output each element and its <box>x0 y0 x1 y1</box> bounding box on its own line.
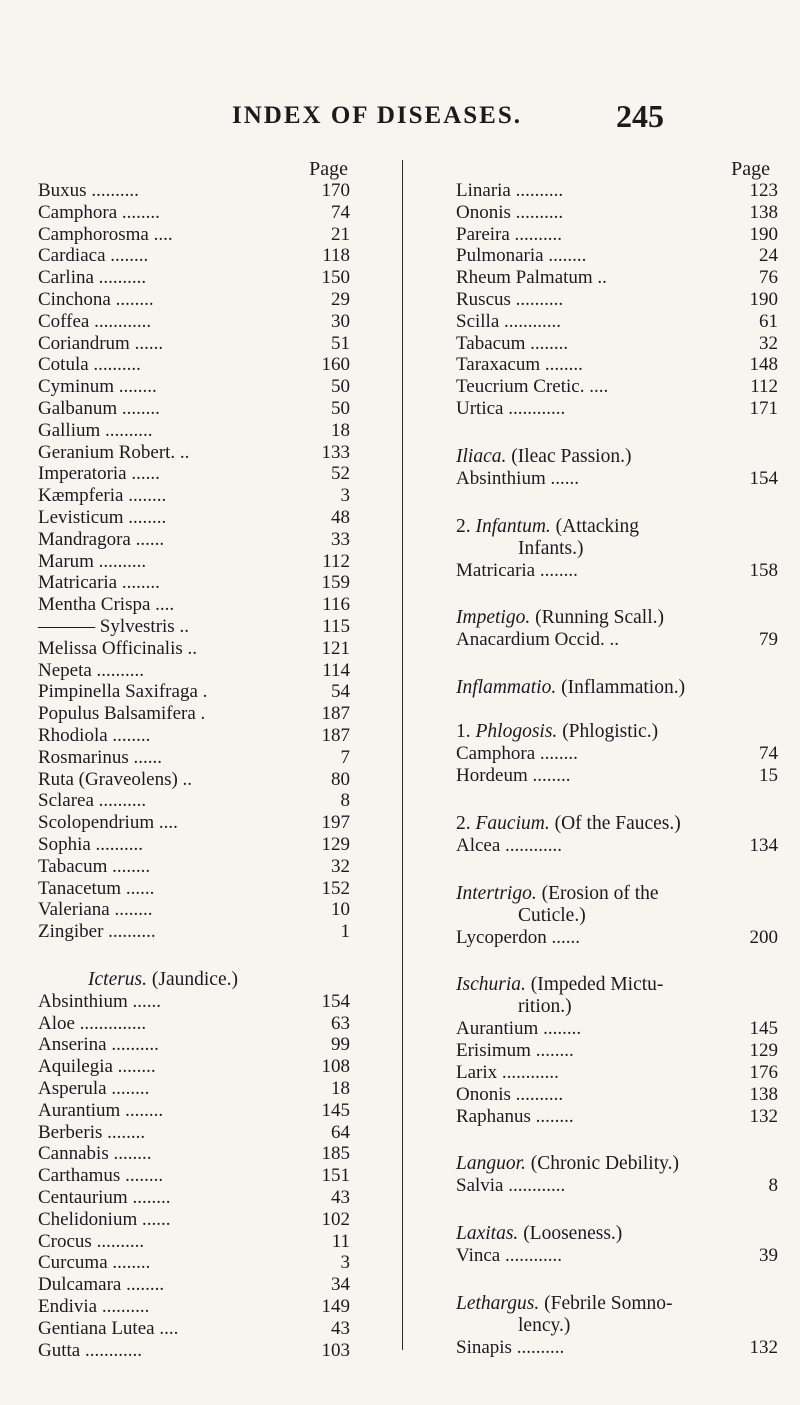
entry-page: 74 <box>331 201 350 223</box>
entry-page: 132 <box>749 1336 778 1358</box>
entry-name: Pimpinella Saxifraga . <box>38 681 208 703</box>
index-entry <box>38 529 356 551</box>
section-latin: Laxitas. <box>456 1223 519 1245</box>
section-english: (Erosion of the <box>541 882 659 904</box>
entry-page: 43 <box>331 1317 350 1339</box>
entry-page: 159 <box>321 572 350 594</box>
entry-name: ——— Sylvestris .. <box>38 615 189 637</box>
entry-page: 158 <box>749 559 778 581</box>
section-latin: Phlogosis. <box>475 721 558 743</box>
section-heading <box>456 1293 778 1337</box>
entry-page: 8 <box>340 790 350 812</box>
index-entry <box>38 398 356 420</box>
entry-page: 3 <box>340 1252 350 1274</box>
entry-name: Kæmpferia ........ <box>38 485 167 507</box>
index-entry <box>38 1252 356 1274</box>
section-number: 1. <box>456 721 471 743</box>
entry-page: 50 <box>331 397 350 419</box>
entry-page: 34 <box>331 1274 350 1296</box>
entry-page: 148 <box>749 354 778 376</box>
index-entry <box>38 899 356 921</box>
section-heading <box>456 721 778 743</box>
index-entry <box>38 1187 356 1209</box>
index-entry <box>38 660 356 682</box>
entry-name: Anserina .......... <box>38 1034 159 1056</box>
entry-name: Taraxacum ........ <box>456 354 583 376</box>
entry-page: 61 <box>759 310 778 332</box>
entry-name: Endivia .......... <box>38 1296 150 1318</box>
section-english: (Inflammation.) <box>561 677 686 699</box>
entry-name: Aquilegia ........ <box>38 1056 156 1078</box>
index-entry <box>38 333 356 355</box>
entry-name: Cyminum ........ <box>38 376 157 398</box>
section-english: (Looseness.) <box>523 1223 623 1245</box>
entry-name: Camphora ........ <box>38 201 160 223</box>
section-english: (Ileac Passion.) <box>511 445 632 467</box>
entry-name: Rheum Palmatum .. <box>456 267 607 289</box>
entry-name: Teucrium Cretic. .... <box>456 376 609 398</box>
index-entry <box>456 289 778 311</box>
entry-page: 187 <box>321 724 350 746</box>
index-entry <box>456 1062 778 1084</box>
entry-name: Sinapis .......... <box>456 1336 565 1358</box>
entry-page: 154 <box>749 467 778 489</box>
index-entry <box>38 1165 356 1187</box>
entry-name: Ononis .......... <box>456 201 564 223</box>
index-entry <box>38 1340 356 1362</box>
entry-name: Anacardium Occid. .. <box>456 629 620 651</box>
entry-page: 112 <box>322 550 350 572</box>
index-entry <box>38 376 356 398</box>
spacer <box>456 857 778 883</box>
entry-page: 150 <box>321 267 350 289</box>
entry-page: 123 <box>749 180 778 201</box>
entry-page: 121 <box>321 637 350 659</box>
entry-name: Centaurium ........ <box>38 1187 171 1209</box>
index-entry <box>38 311 356 333</box>
section-latin: Inflammatio. <box>456 677 557 699</box>
entry-name: Larix ............ <box>456 1061 559 1083</box>
entry-name: Mentha Crispa .... <box>38 594 175 616</box>
entry-name: Geranium Robert. .. <box>38 441 190 463</box>
entry-page: 52 <box>331 463 350 485</box>
entry-name: Aurantium ........ <box>38 1099 164 1121</box>
section-english: (Phlogistic.) <box>562 721 659 743</box>
section-heading <box>456 607 778 629</box>
entry-name: Aurantium ........ <box>456 1018 582 1040</box>
spacer <box>456 787 778 813</box>
entry-name: Matricaria ........ <box>38 572 160 594</box>
section-heading <box>456 1153 778 1175</box>
index-entry <box>38 224 356 246</box>
entry-name: Cardiaca ........ <box>38 245 149 267</box>
entry-page: 51 <box>331 332 350 354</box>
index-entry <box>456 927 778 949</box>
entry-page: 48 <box>331 506 350 528</box>
entry-page: 50 <box>331 376 350 398</box>
entry-page: 171 <box>749 397 778 419</box>
index-entry <box>38 572 356 594</box>
index-entry <box>456 629 778 651</box>
entry-page: 187 <box>321 703 350 725</box>
entry-page: 129 <box>321 833 350 855</box>
entry-name: Gentiana Lutea .... <box>38 1317 179 1339</box>
index-entry <box>38 180 356 202</box>
entry-page: 176 <box>749 1061 778 1083</box>
entry-page: 11 <box>331 1230 350 1252</box>
entry-name: Ruscus .......... <box>456 288 564 310</box>
entry-name: Tabacum ........ <box>38 855 151 877</box>
section-english: (Attacking <box>555 515 640 537</box>
entry-name: Coffea ............ <box>38 310 152 332</box>
entry-page: 170 <box>321 180 350 201</box>
section-english-cont: lency.) <box>518 1314 571 1336</box>
entry-page: 116 <box>322 594 350 616</box>
running-title: INDEX OF DISEASES. <box>232 102 523 129</box>
entry-name: Raphanus ........ <box>456 1105 574 1127</box>
index-entry <box>38 790 356 812</box>
index-entry <box>38 1274 356 1296</box>
entry-name: Scolopendrium .... <box>38 812 178 834</box>
index-entry <box>456 1337 778 1359</box>
index-entry <box>456 224 778 246</box>
entry-name: Nepeta .......... <box>38 659 145 681</box>
index-entry <box>456 1084 778 1106</box>
entry-name: Ruta (Graveolens) .. <box>38 768 193 790</box>
section-english: (Chronic Debility.) <box>530 1153 679 1175</box>
entry-page: 80 <box>331 768 350 790</box>
section-number: 2. <box>456 812 471 834</box>
entry-name: Crocus .......... <box>38 1230 145 1252</box>
index-entry <box>38 267 356 289</box>
index-entry <box>456 202 778 224</box>
section-latin: Ischuria. <box>456 974 526 996</box>
index-entry <box>38 616 356 638</box>
entry-page: 54 <box>331 681 350 703</box>
index-entry <box>38 507 356 529</box>
entry-name: Camphorosma .... <box>38 223 173 245</box>
entry-page: 134 <box>749 834 778 856</box>
entry-page: 18 <box>331 419 350 441</box>
index-entry <box>38 991 356 1013</box>
index-entry <box>38 812 356 834</box>
entry-name: Berberis ........ <box>38 1121 146 1143</box>
entry-name: Asperula ........ <box>38 1078 150 1100</box>
spacer <box>456 490 778 516</box>
index-entry <box>456 376 778 398</box>
entry-page: 64 <box>331 1121 350 1143</box>
entry-name: Dulcamara ........ <box>38 1274 165 1296</box>
entry-page: 10 <box>331 899 350 921</box>
entry-page: 154 <box>321 990 350 1012</box>
entry-page: 138 <box>749 201 778 223</box>
entry-name: Rosmarinus ...... <box>38 746 163 768</box>
section-english: (Running Scall.) <box>535 607 664 629</box>
entry-name: Gallium .......... <box>38 419 153 441</box>
entry-name: Buxus .......... <box>38 180 139 201</box>
entry-page: 190 <box>749 223 778 245</box>
entry-page: 99 <box>331 1034 350 1056</box>
index-entry <box>38 485 356 507</box>
index-entry <box>38 834 356 856</box>
section-heading <box>456 516 778 560</box>
section-latin: Languor. <box>456 1153 526 1175</box>
section-latin: Intertrigo. <box>456 882 537 904</box>
entry-name: Levisticum ........ <box>38 506 167 528</box>
entry-page: 43 <box>331 1187 350 1209</box>
entry-page: 8 <box>768 1175 778 1197</box>
entry-page: 114 <box>322 659 350 681</box>
entry-name: Carthamus ........ <box>38 1165 164 1187</box>
section-heading <box>456 446 778 468</box>
entry-page: 133 <box>321 441 350 463</box>
index-entry <box>38 681 356 703</box>
index-entry <box>38 551 356 573</box>
entry-page: 18 <box>331 1078 350 1100</box>
section-latin: Faucium. <box>475 812 550 834</box>
entry-page: 63 <box>331 1012 350 1034</box>
index-entry <box>456 743 778 765</box>
index-entry <box>456 1245 778 1267</box>
spacer <box>456 1197 778 1223</box>
index-entry <box>38 747 356 769</box>
entry-page: 29 <box>331 288 350 310</box>
index-entry <box>38 1100 356 1122</box>
section-heading <box>456 1223 778 1245</box>
entry-name: Absinthium ...... <box>38 990 161 1012</box>
section-number: 2. <box>456 515 471 537</box>
entry-name: Cinchona ........ <box>38 288 154 310</box>
entry-name: Lycoperdon ...... <box>456 926 581 948</box>
right-column <box>456 158 778 1359</box>
entry-name: Vinca ............ <box>456 1245 562 1267</box>
entry-page: 115 <box>322 615 350 637</box>
entry-page: 102 <box>321 1208 350 1230</box>
page-column-label: Page <box>731 158 770 180</box>
entry-name: Sclarea .......... <box>38 790 147 812</box>
entry-name: Cotula .......... <box>38 354 141 376</box>
index-entry <box>38 1056 356 1078</box>
entry-page: 132 <box>749 1105 778 1127</box>
index-entry <box>456 1040 778 1062</box>
left-column <box>38 158 356 1361</box>
entry-page: 149 <box>321 1296 350 1318</box>
index-entry <box>38 442 356 464</box>
entry-page: 160 <box>321 354 350 376</box>
section-english-cont: Infants.) <box>518 537 584 559</box>
entry-name: Linaria .......... <box>456 180 564 201</box>
index-entry <box>456 765 778 787</box>
entry-page: 190 <box>749 288 778 310</box>
entry-page: 7 <box>340 746 350 768</box>
entry-name: Pulmonaria ........ <box>456 245 587 267</box>
entry-page: 15 <box>759 764 778 786</box>
section-heading <box>38 969 356 991</box>
entry-name: Pareira .......... <box>456 223 563 245</box>
entry-page: 200 <box>749 926 778 948</box>
entry-name: Matricaria ........ <box>456 559 578 581</box>
entry-page: 103 <box>321 1339 350 1361</box>
index-entry <box>456 311 778 333</box>
entry-page: 197 <box>321 812 350 834</box>
index-entry <box>456 333 778 355</box>
entry-page: 138 <box>749 1083 778 1105</box>
index-entry <box>38 354 356 376</box>
index-entry <box>38 463 356 485</box>
entry-page: 39 <box>759 1245 778 1267</box>
entry-page: 3 <box>340 485 350 507</box>
index-entry <box>38 289 356 311</box>
entry-page: 79 <box>759 629 778 651</box>
section-heading <box>456 883 778 927</box>
entry-page: 145 <box>321 1099 350 1121</box>
entry-name: Cannabis ........ <box>38 1143 152 1165</box>
entry-page: 30 <box>331 310 350 332</box>
entry-name: Coriandrum ...... <box>38 332 164 354</box>
spacer <box>38 943 356 969</box>
entry-page: 21 <box>331 223 350 245</box>
section-heading <box>456 677 778 699</box>
section-english-cont: Cuticle.) <box>518 904 586 926</box>
page-header <box>0 98 800 138</box>
index-entry <box>38 1143 356 1165</box>
section-latin: Icterus. <box>88 968 148 990</box>
spacer <box>456 420 778 446</box>
entry-page: 76 <box>759 267 778 289</box>
index-entry <box>456 245 778 267</box>
entry-page: 108 <box>321 1056 350 1078</box>
index-entry <box>38 703 356 725</box>
entry-name: Erisimum ........ <box>456 1040 574 1062</box>
index-entry <box>38 921 356 943</box>
index-entry <box>456 560 778 582</box>
index-entry <box>456 1106 778 1128</box>
index-entry <box>38 856 356 878</box>
entry-name: Alcea ............ <box>456 834 563 856</box>
spacer <box>456 948 778 974</box>
spacer <box>456 1267 778 1293</box>
index-entry <box>38 202 356 224</box>
entry-name: Sophia .......... <box>38 833 144 855</box>
entry-page: 33 <box>331 528 350 550</box>
section-heading <box>456 813 778 835</box>
section-latin: Iliaca. <box>456 445 507 467</box>
entry-name: Salvia ............ <box>456 1175 566 1197</box>
spacer <box>456 1127 778 1153</box>
entry-page: 185 <box>321 1143 350 1165</box>
index-entry <box>38 1209 356 1231</box>
section-english-cont: rition.) <box>518 996 572 1018</box>
index-entry <box>38 1078 356 1100</box>
column-divider <box>402 160 403 1350</box>
entry-page: 151 <box>321 1165 350 1187</box>
entry-page: 24 <box>759 245 778 267</box>
entry-name: Absinthium ...... <box>456 467 579 489</box>
entry-name: Gutta ............ <box>38 1339 142 1361</box>
index-entry <box>38 769 356 791</box>
entry-name: Aloe .............. <box>38 1012 147 1034</box>
index-entry <box>38 1296 356 1318</box>
entry-page: 32 <box>331 855 350 877</box>
index-entry <box>38 1318 356 1340</box>
index-entry <box>38 1013 356 1035</box>
section-english: (Impeded Mictu- <box>530 974 664 996</box>
entry-name: Scilla ............ <box>456 310 562 332</box>
entry-name: Marum .......... <box>38 550 147 572</box>
entry-name: Urtica ............ <box>456 397 566 419</box>
section-english: (Febrile Somno- <box>544 1292 673 1314</box>
entry-name: Valeriana ........ <box>38 899 153 921</box>
entry-page: 152 <box>321 877 350 899</box>
index-entry <box>456 180 778 202</box>
index-entry <box>456 354 778 376</box>
spacer <box>456 581 778 607</box>
section-latin: Impetigo. <box>456 607 531 629</box>
index-entry <box>38 594 356 616</box>
entry-name: Rhodiola ........ <box>38 724 151 746</box>
section-heading <box>456 974 778 1018</box>
entry-name: Tanacetum ...... <box>38 877 155 899</box>
spacer <box>456 651 778 677</box>
index-entry <box>38 1034 356 1056</box>
index-entry <box>456 835 778 857</box>
entry-name: Mandragora ...... <box>38 528 165 550</box>
entry-name: Zingiber .......... <box>38 921 156 943</box>
entry-page: 129 <box>749 1040 778 1062</box>
section-english: (Jaundice.) <box>151 968 238 990</box>
entry-page: 145 <box>749 1018 778 1040</box>
section-latin: Infantum. <box>475 515 551 537</box>
index-entry <box>38 878 356 900</box>
entry-name: Tabacum ........ <box>456 332 569 354</box>
index-entry <box>38 1122 356 1144</box>
entry-name: Melissa Officinalis .. <box>38 637 198 659</box>
entry-name: Imperatoria ...... <box>38 463 160 485</box>
index-entry <box>456 398 778 420</box>
entry-page: 74 <box>759 743 778 765</box>
spacer <box>456 699 778 721</box>
entry-name: Populus Balsamifera . <box>38 703 206 725</box>
entry-name: Hordeum ........ <box>456 764 571 786</box>
entry-name: Curcuma ........ <box>38 1252 151 1274</box>
page-column-label: Page <box>309 158 348 180</box>
entry-name: Camphora ........ <box>456 743 578 765</box>
index-entry <box>38 638 356 660</box>
section-english: (Of the Fauces.) <box>554 812 681 834</box>
index-entry <box>456 1018 778 1040</box>
index-entry <box>38 1231 356 1253</box>
entry-page: 1 <box>340 921 350 943</box>
entry-name: Galbanum ........ <box>38 397 160 419</box>
index-entry <box>38 245 356 267</box>
index-entry <box>456 267 778 289</box>
index-entry <box>38 725 356 747</box>
entry-page: 112 <box>750 376 778 398</box>
section-latin: Lethargus. <box>456 1292 540 1314</box>
page-number: 245 <box>616 98 664 134</box>
entry-page: 32 <box>759 332 778 354</box>
entry-name: Carlina .......... <box>38 267 147 289</box>
entry-name: Ononis .......... <box>456 1083 564 1105</box>
index-entry <box>38 420 356 442</box>
entry-page: 118 <box>322 245 350 267</box>
index-entry <box>456 468 778 490</box>
entry-name: Chelidonium ...... <box>38 1208 171 1230</box>
index-entry <box>456 1175 778 1197</box>
